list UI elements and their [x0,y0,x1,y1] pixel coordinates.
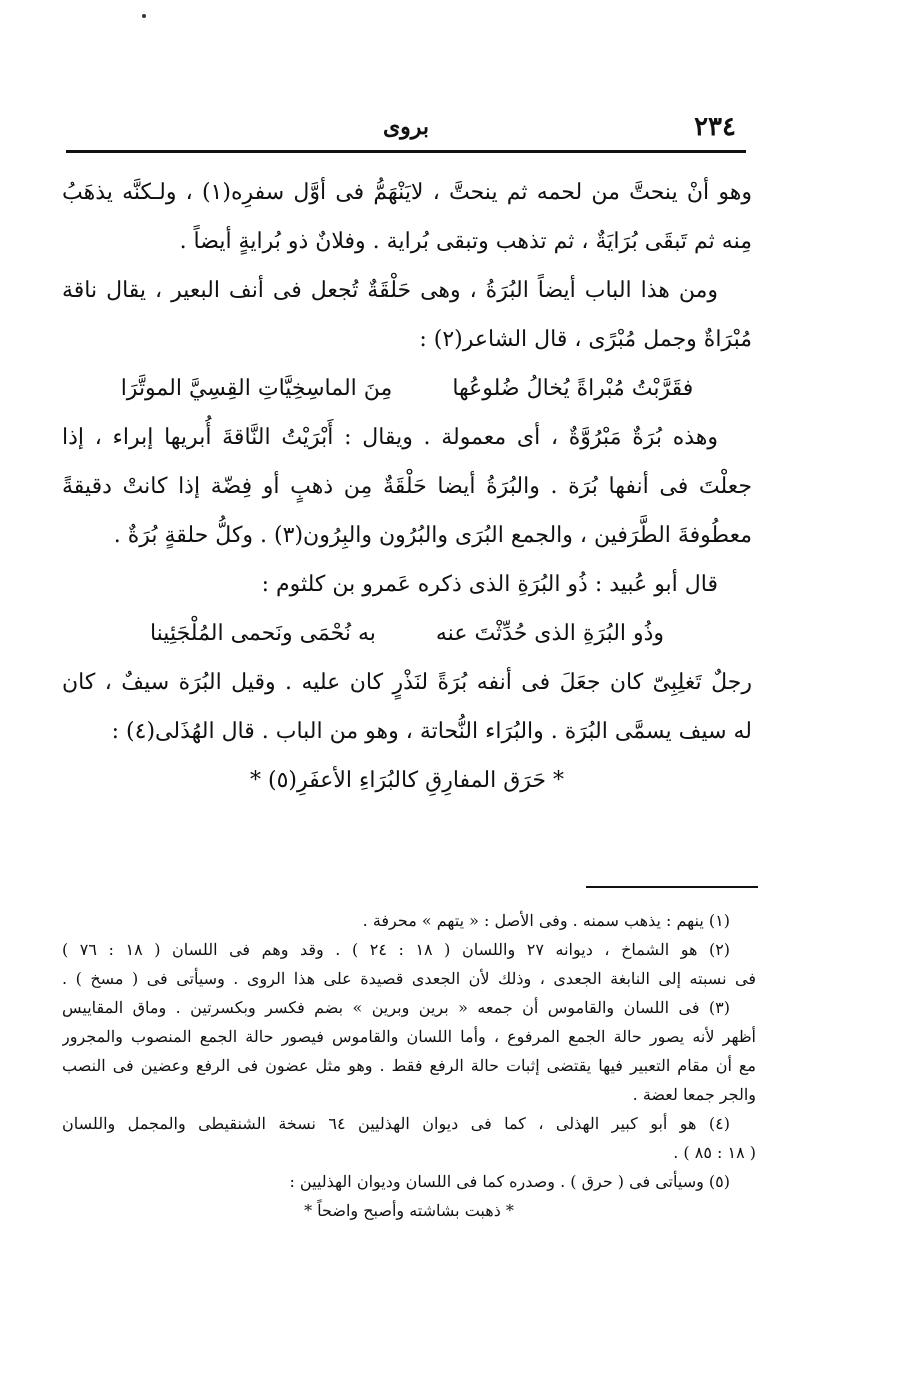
text-line: قال أبو عُبيد : ذُو البُرَةِ الذى ذكره عَمرو بن كلثوم : [261,572,718,597]
page-number: ٢٣٤ [694,112,736,142]
text-line: مُبْرَاةٌ وجمل مُبْرًى ، قال الشاعر(٢) : [419,327,752,352]
text-line: له سيف يسمَّى البُرَة . والبُرَاء النُّحاتة ، وهو من الباب . قال الهُذَلى(٤) : [111,719,752,744]
text-line: رجلٌ تَغلِبِىّ كان جعَلَ فى أنفه بُرَةً لنَذْرٍ كان عليه . وقيل البُرَة سيفٌ ، كان [62,670,752,695]
footnote-line: (٥) وسيأتى فى ( حرق ) . وصدره كما فى اللسان وديوان الهذليين : [289,1172,730,1191]
scan-speck [142,14,146,18]
verse-line [62,609,752,658]
text-line: جعلْتَ فى أنفها بُرَة . والبُرَةُ أيضا حَلْقَةٌ مِن ذهبٍ أو فِضّة إذا كانتْ دقيقةً [62,474,752,499]
running-head: بروى [382,114,430,140]
text-line: وهو أنْ ينحتَّ من لحمه ثم ينحتَّ ، لايَنْهَمُّ فى أوَّل سفرِه(١) ، ولـكنَّه يذهَبُ [62,180,752,205]
footnote-line: والجر جمعا لعضة . [632,1085,756,1104]
footnote-rule [586,886,758,888]
verse-line: * حَرَق المفارِقِ كالبُرَاءِ الأعفَرِ(٥) * [250,768,564,793]
footnote-line: (٤) هو أبو كبير الهذلى ، كما فى ديوان الهذليين ٦٤ نسخة الشنقيطى والمجمل واللسان [62,1114,731,1133]
footnote-line: ( ١٨ : ٨٥ ) . [673,1143,756,1162]
footnotes [62,906,756,1225]
footnote-line: (٣) فى اللسان والقاموس أن جمعه « برين وبرين » بضم فكسر وبكسرتين . وماق المقاييس [62,998,730,1017]
footnote-line: (٢) هو الشماخ ، ديوانه ٢٧ واللسان ( ١٨ : ٢٤ ) . وقد وهم فى اللسان ( ١٨ : ٧٦ ) [62,940,731,959]
page-header [66,112,746,148]
verse-line [62,364,752,413]
text-line: وهذه بُرَةٌ مَبْرُوَّةٌ ، أى معمولة . ويقال : أَبْرَيْتُ النَّاقةَ أُبريها إبراء ، إذا [62,425,718,450]
verse-hemistich-right: فقَرَّبْتُ مُبْراةً يُخالُ ضُلوعُها [452,376,694,401]
footnote-line: أظهر لأنه يصور حالة الجمع المرفوع ، وأما اللسان والقاموس فيصور حالة الجمع المنصوب والمجرور [62,1027,756,1046]
footnote-line: مع أن مقام التعبير فيها يقتضى إثبات حالة الرفع فقط . وهو مثل عضون فى الرفع وعضين فى النصب [62,1056,756,1075]
verse-hemistich-right: وذُو البُرَةِ الذى حُدِّثْتَ عنه [435,621,665,646]
footnote-line: فى نسبته إلى النابغة الجعدى ، وذلك لأن الجعدى قصيدة على هذا الروى . وسيأتى فى ( مسخ ) . [62,969,756,988]
footnote-line: (١) ينهم : يذهب سمنه . وفى الأصل : « يتهم » محرفة . [362,911,730,930]
text-line: مِنه ثم تَبقَى بُرَايَةٌ ، ثم تذهب وتبقى بُراية . وفلانٌ ذو بُرايةٍ أيضاً . [179,229,752,254]
verse-hemistich-left: به نُحْمَى ونَحمى المُلْجَئِينا [149,621,376,646]
text-line: ومن هذا الباب أيضاً البُرَةُ ، وهى حَلْقَةٌ تُجعل فى أنف البعير ، يقال ناقة [62,278,718,303]
text-line: معطُوفةَ الطَّرَفين ، والجمع البُرَى والبُرُون والبِرُون(٣) . وكلُّ حلقةٍ بُرَةٌ . [113,523,752,548]
verse-hemistich-left: مِنَ الماسِخِيَّاتِ القِسِيَّ الموتَّرَا [120,376,393,401]
body-text [62,168,752,805]
footnote-verse: * ذهبت بشاشته وأصبح واضحاً * [304,1201,514,1220]
header-rule [66,150,746,153]
